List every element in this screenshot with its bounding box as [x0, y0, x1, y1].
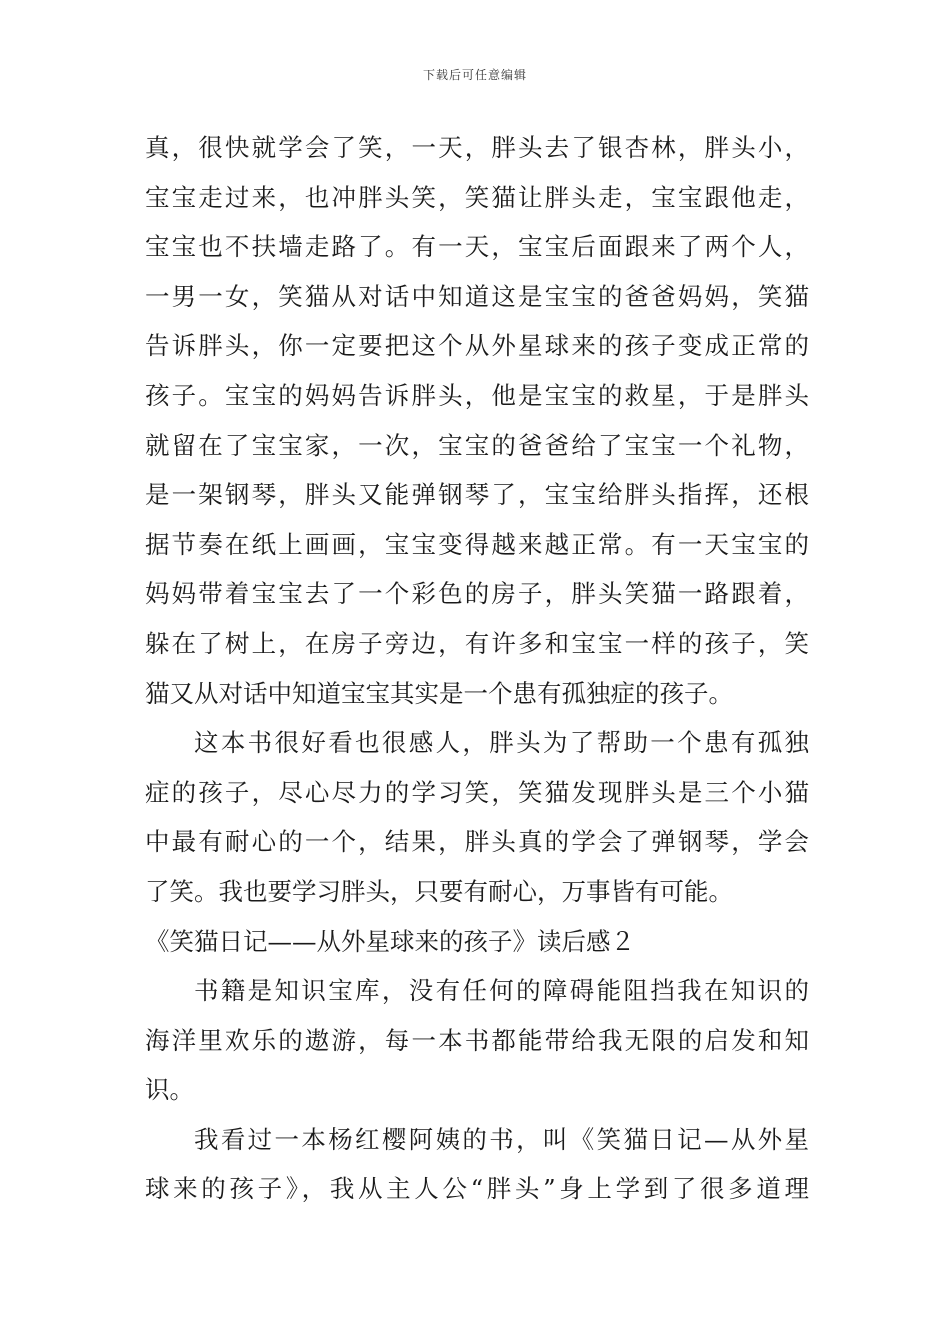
text-line: 我看过一本杨红樱阿姨的书，叫《笑猫日记—从外星 [194, 1124, 809, 1154]
text-line: 宝宝也不扶墙走路了。有一天，宝宝后面跟来了两个人， [145, 232, 809, 262]
text-line: 海洋里欢乐的遨游，每一本书都能带给我无限的启发和知 [145, 1025, 809, 1055]
text-line: 识。 [145, 1075, 194, 1105]
text-line: 就留在了宝宝家，一次，宝宝的爸爸给了宝宝一个礼物， [145, 430, 809, 460]
text-line: 猫又从对话中知道宝宝其实是一个患有孤独症的孩子。 [145, 678, 733, 708]
text-line: 妈妈带着宝宝去了一个彩色的房子，胖头笑猫一路跟着， [145, 579, 809, 609]
text-line: 是一架钢琴，胖头又能弹钢琴了，宝宝给胖头指挥，还根 [145, 480, 809, 510]
text-line: 了笑。我也要学习胖头，只要有耐心，万事皆有可能。 [145, 876, 733, 906]
document-body [145, 123, 809, 1214]
text-line: 书籍是知识宝库，没有任何的障碍能阻挡我在知识的 [194, 976, 809, 1006]
text-line: 宝宝走过来，也冲胖头笑，笑猫让胖头走，宝宝跟他走， [145, 182, 809, 212]
text-line: 孩子。宝宝的妈妈告诉胖头，他是宝宝的救星，于是胖头 [145, 380, 809, 410]
section-heading: 《笑猫日记——从外星球来的孩子》读后感２ [145, 926, 635, 956]
text-line: 这本书很好看也很感人，胖头为了帮助一个患有孤独 [194, 728, 809, 758]
text-line: 中最有耐心的一个，结果，胖头真的学会了弹钢琴，学会 [145, 827, 809, 857]
text-line: 球来的孩子》，我从主人公“胖头”身上学到了很多道理 [145, 1174, 809, 1204]
text-line: 真，很快就学会了笑，一天，胖头去了银杏林，胖头小， [145, 133, 809, 162]
page-header: 下载后可任意编辑 [422, 68, 527, 82]
text-line: 症的孩子，尽心尽力的学习笑，笑猫发现胖头是三个小猫 [145, 777, 809, 807]
text-line: 据节奏在纸上画画，宝宝变得越来越正常。有一天宝宝的 [145, 529, 809, 559]
text-line: 一男一女，笑猫从对话中知道这是宝宝的爸爸妈妈，笑猫 [145, 281, 809, 311]
text-line: 告诉胖头，你一定要把这个从外星球来的孩子变成正常的 [145, 331, 809, 361]
text-line: 躲在了树上，在房子旁边，有许多和宝宝一样的孩子，笑 [145, 628, 809, 658]
